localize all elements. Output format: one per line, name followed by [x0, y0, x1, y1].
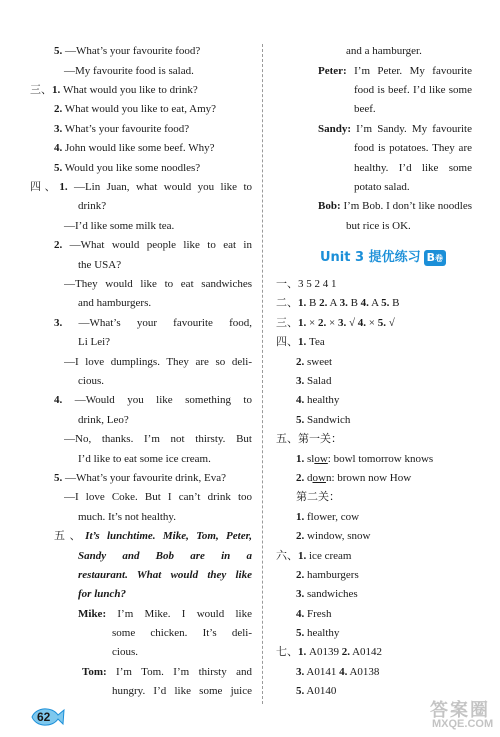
text-span: 2. [296, 530, 305, 542]
text-span: × [326, 317, 338, 329]
text-span: I’m Mike. I would like [106, 608, 252, 620]
page-number: 62 [37, 710, 51, 724]
text-span: Mike: [78, 608, 107, 620]
text-line [112, 626, 252, 640]
text-span: for lunch? [78, 588, 126, 600]
text-span: A [327, 297, 340, 309]
text-line [296, 355, 472, 369]
text-span: —What would people like to eat in [62, 239, 252, 251]
text-span: Fresh [304, 608, 332, 620]
text-span: × [365, 317, 378, 329]
text-line [296, 413, 472, 427]
text-line [354, 83, 472, 97]
text-span: 1. [298, 317, 307, 329]
text-span: 1. [59, 181, 68, 193]
text-line [276, 645, 472, 659]
text-line [78, 607, 252, 621]
text-line [296, 452, 472, 466]
text-span: I’m Peter. My favourite [346, 65, 472, 77]
text-span: drink, Leo? [78, 414, 129, 426]
text-span: —My favourite food is salad. [64, 65, 194, 77]
text-line [30, 180, 252, 194]
text-span: 1. [52, 84, 61, 96]
text-span: A [368, 297, 382, 309]
text-line [54, 141, 252, 155]
text-span: 5. [296, 627, 305, 639]
text-line [354, 161, 472, 175]
text-line [54, 471, 252, 485]
text-span: 3 5 2 4 1 [298, 278, 337, 290]
text-span: A0142 [349, 646, 383, 658]
text-span: food is beef. I’d like some [354, 84, 472, 96]
text-line [276, 296, 472, 310]
text-span: Sandwich [304, 414, 351, 426]
text-line [296, 471, 472, 485]
text-span: √ [385, 317, 395, 329]
text-line [276, 549, 472, 563]
text-span: A0138 [347, 666, 380, 678]
text-span: 4. [357, 317, 366, 329]
text-span: 5. [381, 297, 390, 309]
column-divider [262, 44, 263, 704]
text-span: window, snow [304, 530, 371, 542]
text-span: flower, cow [304, 511, 360, 523]
text-line [296, 626, 472, 640]
text-span: 第二关： [296, 490, 340, 503]
text-span: hungry. I’d like some juice [112, 685, 252, 697]
text-span: 2. [296, 356, 305, 368]
text-span: ice cream [306, 550, 352, 562]
text-span: 4. [54, 394, 63, 406]
text-span: It’s lunchtime. Mike, Tom, Peter, [85, 530, 252, 542]
text-line [78, 587, 252, 601]
text-span: 四、 [30, 180, 60, 193]
text-line [54, 44, 252, 58]
text-span: 2. [54, 239, 63, 251]
text-line [318, 199, 472, 213]
page-number-badge [30, 704, 66, 730]
text-line [112, 684, 252, 698]
text-span: 1. [298, 336, 307, 348]
text-span: but rice is OK. [346, 220, 411, 232]
text-span: B [389, 297, 400, 309]
text-span: I’m Tom. I’m thirsty and [106, 666, 252, 678]
text-span: —I love dumplings. They are so deli- [64, 356, 252, 368]
text-span: I’m Bob. I don’t like noodles [340, 200, 472, 212]
text-span: √ [346, 317, 358, 329]
text-line [346, 219, 472, 233]
text-span: ow [314, 453, 328, 465]
text-span: healthy. I’d like some [354, 162, 472, 174]
text-span: food is potatoes. They are [354, 142, 472, 154]
text-span: What would you like to eat, Amy? [62, 103, 217, 115]
text-line [112, 645, 252, 659]
text-line [276, 432, 472, 446]
text-line [54, 122, 252, 136]
text-span: Sandy: [318, 123, 352, 135]
text-span: What’s your favourite food? [62, 123, 190, 135]
text-span: 1. [298, 550, 307, 562]
text-span: 3. [296, 375, 305, 387]
text-span: 一、 [276, 277, 298, 290]
text-span: A0139 [306, 646, 342, 658]
text-span: What would you like to drink? [60, 84, 198, 96]
text-span: 2. [319, 297, 328, 309]
text-span: ow [312, 472, 326, 484]
text-span: 三、 [276, 316, 298, 329]
text-line [64, 355, 252, 369]
text-line [78, 510, 252, 524]
text-span: 六、 [276, 549, 298, 562]
text-line [354, 102, 472, 116]
text-span: —No, thanks. I’m not thirsty. But [64, 433, 252, 445]
text-span: × [306, 317, 318, 329]
text-line [82, 665, 252, 679]
text-line [276, 316, 472, 330]
text-line [296, 568, 472, 582]
text-span: 4. [339, 666, 348, 678]
text-span: hamburgers [304, 569, 359, 581]
text-span: —What’s your favourite drink, Eva? [62, 472, 226, 484]
text-line [276, 277, 472, 291]
text-span: 三、 [30, 83, 52, 96]
text-line [64, 432, 252, 446]
text-line [78, 335, 252, 349]
section-title-text: Unit 3 提优练习 [320, 250, 421, 265]
text-line [64, 219, 252, 233]
text-span: Peter: [318, 65, 347, 77]
text-span: 4. [54, 142, 63, 154]
text-span: Salad [304, 375, 332, 387]
text-span: 5. [377, 317, 386, 329]
text-span: 二、 [276, 296, 298, 309]
text-span: much. It’s not healthy. [78, 511, 176, 523]
text-span: beef. [354, 103, 376, 115]
text-span: potato salad. [354, 181, 410, 193]
text-span: sl [304, 453, 315, 465]
text-span: : bowl tomorrow knows [327, 453, 434, 465]
text-line [296, 393, 472, 407]
text-line [276, 335, 472, 349]
text-span: 5. [54, 472, 63, 484]
watermark-logo: 答案圈 MXQE.COM [430, 700, 494, 730]
text-span: 5. [54, 45, 63, 57]
text-span: 七、 [276, 645, 298, 658]
text-line [54, 316, 252, 330]
text-span: Would you like some noodles? [62, 162, 201, 174]
text-line [54, 102, 252, 116]
text-span: —Lin Juan, what would you like to [67, 181, 252, 193]
text-span: 四、 [276, 335, 298, 348]
section-title [320, 249, 446, 267]
text-span: 1. [298, 646, 307, 658]
text-span: 五、 [54, 529, 86, 542]
text-line [296, 587, 472, 601]
text-span: A0140 [304, 685, 337, 697]
text-span: —What’s your favourite food, [62, 317, 252, 329]
text-line [64, 490, 252, 504]
text-span: and hamburgers. [78, 297, 152, 309]
text-span: 3. [296, 588, 305, 600]
text-span: healthy [304, 627, 340, 639]
text-line [54, 529, 252, 543]
text-span: Sandy and Bob are in a [78, 550, 252, 562]
text-span: 2. [54, 103, 63, 115]
text-span: 2. [341, 646, 350, 658]
text-span: some chicken. It’s deli- [112, 627, 252, 639]
text-span: Tom: [82, 666, 107, 678]
text-span: restaurant. What would they like [78, 569, 252, 581]
text-line [354, 180, 472, 194]
text-span: 4. [296, 608, 305, 620]
text-span: 5. [296, 414, 305, 426]
text-span: 3. [339, 297, 348, 309]
text-span: B [306, 297, 320, 309]
text-span: —I love Coke. But I can’t drink too [64, 491, 252, 503]
text-span: sweet [304, 356, 333, 368]
text-line [78, 413, 252, 427]
text-span: 五、第一关： [276, 432, 342, 445]
text-line [54, 161, 252, 175]
text-span: —I’d like some milk tea. [64, 220, 175, 232]
text-span: 5. [54, 162, 63, 174]
text-line [296, 529, 472, 543]
text-span: n: brown now How [325, 472, 412, 484]
text-span: 4. [296, 394, 305, 406]
text-line [318, 64, 472, 78]
text-span: I’m Sandy. My favourite [351, 123, 472, 135]
text-span: the USA? [78, 259, 122, 271]
text-span: cious. [78, 375, 104, 387]
text-span: A0141 [304, 666, 340, 678]
text-line [64, 277, 252, 291]
text-line [78, 549, 252, 563]
text-span: healthy [304, 394, 340, 406]
text-line [78, 258, 252, 272]
text-span: 2. [296, 472, 305, 484]
text-span: 3. [54, 317, 63, 329]
text-span: 1. [296, 511, 305, 523]
text-line [296, 607, 472, 621]
text-line [64, 64, 252, 78]
text-line [54, 238, 252, 252]
text-line [54, 393, 252, 407]
text-span: and a hamburger. [346, 45, 422, 57]
text-span: 1. [296, 453, 305, 465]
text-span: Tea [306, 336, 325, 348]
section-badge: B卷 [424, 250, 446, 266]
text-line [30, 83, 252, 97]
text-span: —What’s your favourite food? [62, 45, 201, 57]
text-line [296, 374, 472, 388]
text-line [296, 490, 472, 504]
text-span: John would like some beef. Why? [62, 142, 215, 154]
text-line [354, 141, 472, 155]
text-line [78, 452, 252, 466]
text-span: I’d like to eat some ice cream. [78, 453, 211, 465]
text-span: 2. [296, 569, 305, 581]
text-line [318, 122, 472, 136]
text-span: cious. [112, 646, 138, 658]
text-line [346, 44, 472, 58]
text-span: 3. [296, 666, 305, 678]
text-span: 4. [360, 297, 369, 309]
text-span: d [304, 472, 313, 484]
text-span: sandwiches [304, 588, 358, 600]
text-line [78, 374, 252, 388]
text-span: 1. [298, 297, 307, 309]
text-span: 2. [317, 317, 327, 329]
text-line [296, 510, 472, 524]
text-span: drink? [78, 200, 107, 212]
text-span: —Would you like something to [62, 394, 252, 406]
text-span: 5. [296, 685, 305, 697]
text-span: B [347, 297, 361, 309]
text-line [78, 199, 252, 213]
text-span: 3. [54, 123, 63, 135]
text-line [78, 568, 252, 582]
text-span: —They would like to eat sandwiches [64, 278, 252, 290]
text-line [78, 296, 252, 310]
text-span: Bob: [318, 200, 341, 212]
text-line [296, 665, 472, 679]
text-span: 3. [337, 317, 347, 329]
text-span: Li Lei? [78, 336, 111, 348]
